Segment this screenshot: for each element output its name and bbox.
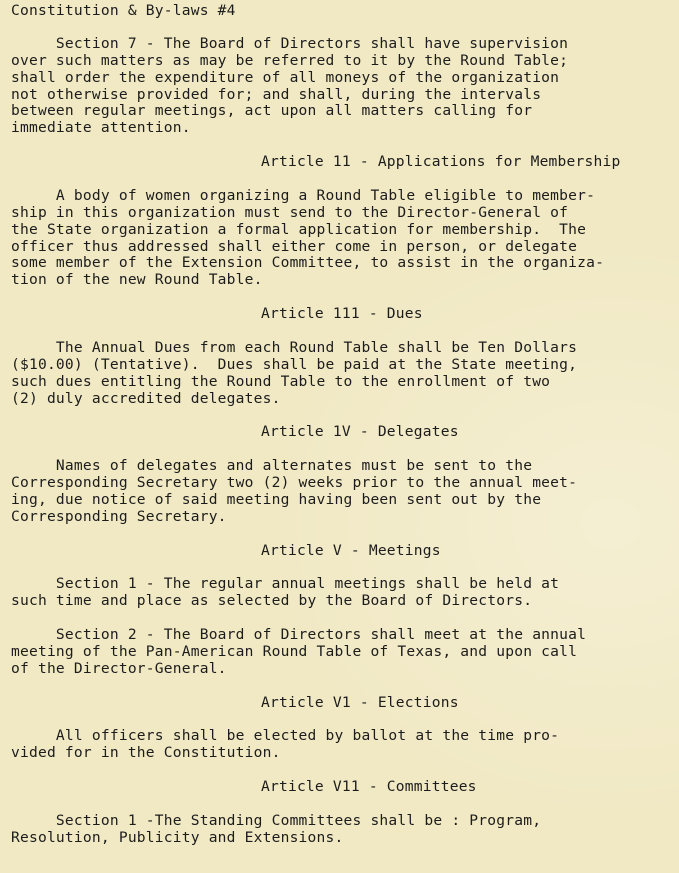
paragraph-gap bbox=[11, 610, 675, 627]
text-line: Section 1 - The regular annual meetings shall be held at bbox=[11, 575, 560, 593]
paragraph bbox=[11, 188, 675, 289]
page-header: Constitution & By-laws #4 bbox=[11, 2, 236, 19]
article-heading: Article 1V - Delegates bbox=[261, 423, 459, 441]
text-line: Section 2 - The Board of Directors shall meet at the annual bbox=[11, 626, 587, 644]
text-line: between regular meetings, act upon all matters calling for bbox=[11, 102, 533, 120]
document-body bbox=[11, 36, 675, 847]
text-line: Names of delegates and alternates must be sent to the bbox=[11, 457, 533, 475]
text-line: ing, due notice of said meeting having been sent out by the bbox=[11, 490, 542, 508]
text-line: over such matters as may be referred to it by the Round Table; bbox=[11, 51, 569, 69]
paragraph-gap bbox=[11, 323, 675, 340]
article-heading: Article 111 - Dues bbox=[261, 305, 423, 323]
paragraph-gap bbox=[11, 171, 675, 188]
text-line: such time and place as selected by the Board of Directors. bbox=[11, 592, 533, 610]
article-heading: Article 11 - Applications for Membership bbox=[261, 153, 621, 171]
text-line: immediate attention. bbox=[11, 119, 191, 137]
text-line: officer thus addressed shall either come in person, or delegate bbox=[11, 237, 578, 255]
article-heading: Article V1 - Elections bbox=[261, 693, 459, 711]
article-heading: Article V - Meetings bbox=[261, 541, 441, 559]
paragraph bbox=[11, 36, 675, 137]
paragraph-gap bbox=[11, 762, 675, 779]
text-line: Corresponding Secretary two (2) weeks prior to the annual meet- bbox=[11, 474, 578, 492]
paragraph bbox=[11, 340, 675, 408]
text-line: ($10.00) (Tentative). Dues shall be paid at the State meeting, bbox=[11, 355, 578, 373]
paragraph bbox=[11, 576, 675, 610]
paragraph-gap bbox=[11, 796, 675, 813]
text-line: ship in this organization must send to the Director-General of bbox=[11, 203, 569, 221]
text-line: shall order the expenditure of all moneys of the organization bbox=[11, 68, 560, 86]
text-line: Section 1 -The Standing Committees shall be : Program, bbox=[11, 811, 542, 829]
text-line: some member of the Extension Committee, to assist in the organiza- bbox=[11, 254, 605, 272]
text-line: Corresponding Secretary. bbox=[11, 507, 227, 525]
paragraph bbox=[11, 458, 675, 526]
text-line: A body of women organizing a Round Table eligible to member- bbox=[11, 186, 596, 204]
text-line: such dues entitling the Round Table to the enrollment of two bbox=[11, 372, 551, 390]
paragraph-gap bbox=[11, 560, 675, 577]
text-line: vided for in the Constitution. bbox=[11, 744, 281, 762]
text-line: All officers shall be elected by ballot at the time pro- bbox=[11, 727, 560, 745]
paragraph bbox=[11, 813, 675, 847]
text-line: the State organization a formal application for membership. The bbox=[11, 220, 587, 238]
paragraph-gap bbox=[11, 407, 675, 424]
paragraph-gap bbox=[11, 712, 675, 729]
text-line: Section 7 - The Board of Directors shall have supervision bbox=[11, 34, 569, 52]
text-line: The Annual Dues from each Round Table shall be Ten Dollars bbox=[11, 338, 578, 356]
text-line: Resolution, Publicity and Extensions. bbox=[11, 828, 344, 846]
document-page bbox=[11, 3, 675, 847]
paragraph-gap bbox=[11, 678, 675, 695]
paragraph bbox=[11, 728, 675, 762]
paragraph-gap bbox=[11, 137, 675, 154]
paragraph-gap bbox=[11, 441, 675, 458]
text-line: of the Director-General. bbox=[11, 659, 227, 677]
text-line: (2) duly accredited delegates. bbox=[11, 389, 281, 407]
paragraph bbox=[11, 627, 675, 678]
text-line: not otherwise provided for; and shall, during the intervals bbox=[11, 85, 542, 103]
paragraph-gap bbox=[11, 526, 675, 543]
text-line: tion of the new Round Table. bbox=[11, 271, 263, 289]
text-line: meeting of the Pan-American Round Table of Texas, and upon call bbox=[11, 642, 578, 660]
paragraph-gap bbox=[11, 289, 675, 306]
article-heading: Article V11 - Committees bbox=[261, 778, 477, 796]
